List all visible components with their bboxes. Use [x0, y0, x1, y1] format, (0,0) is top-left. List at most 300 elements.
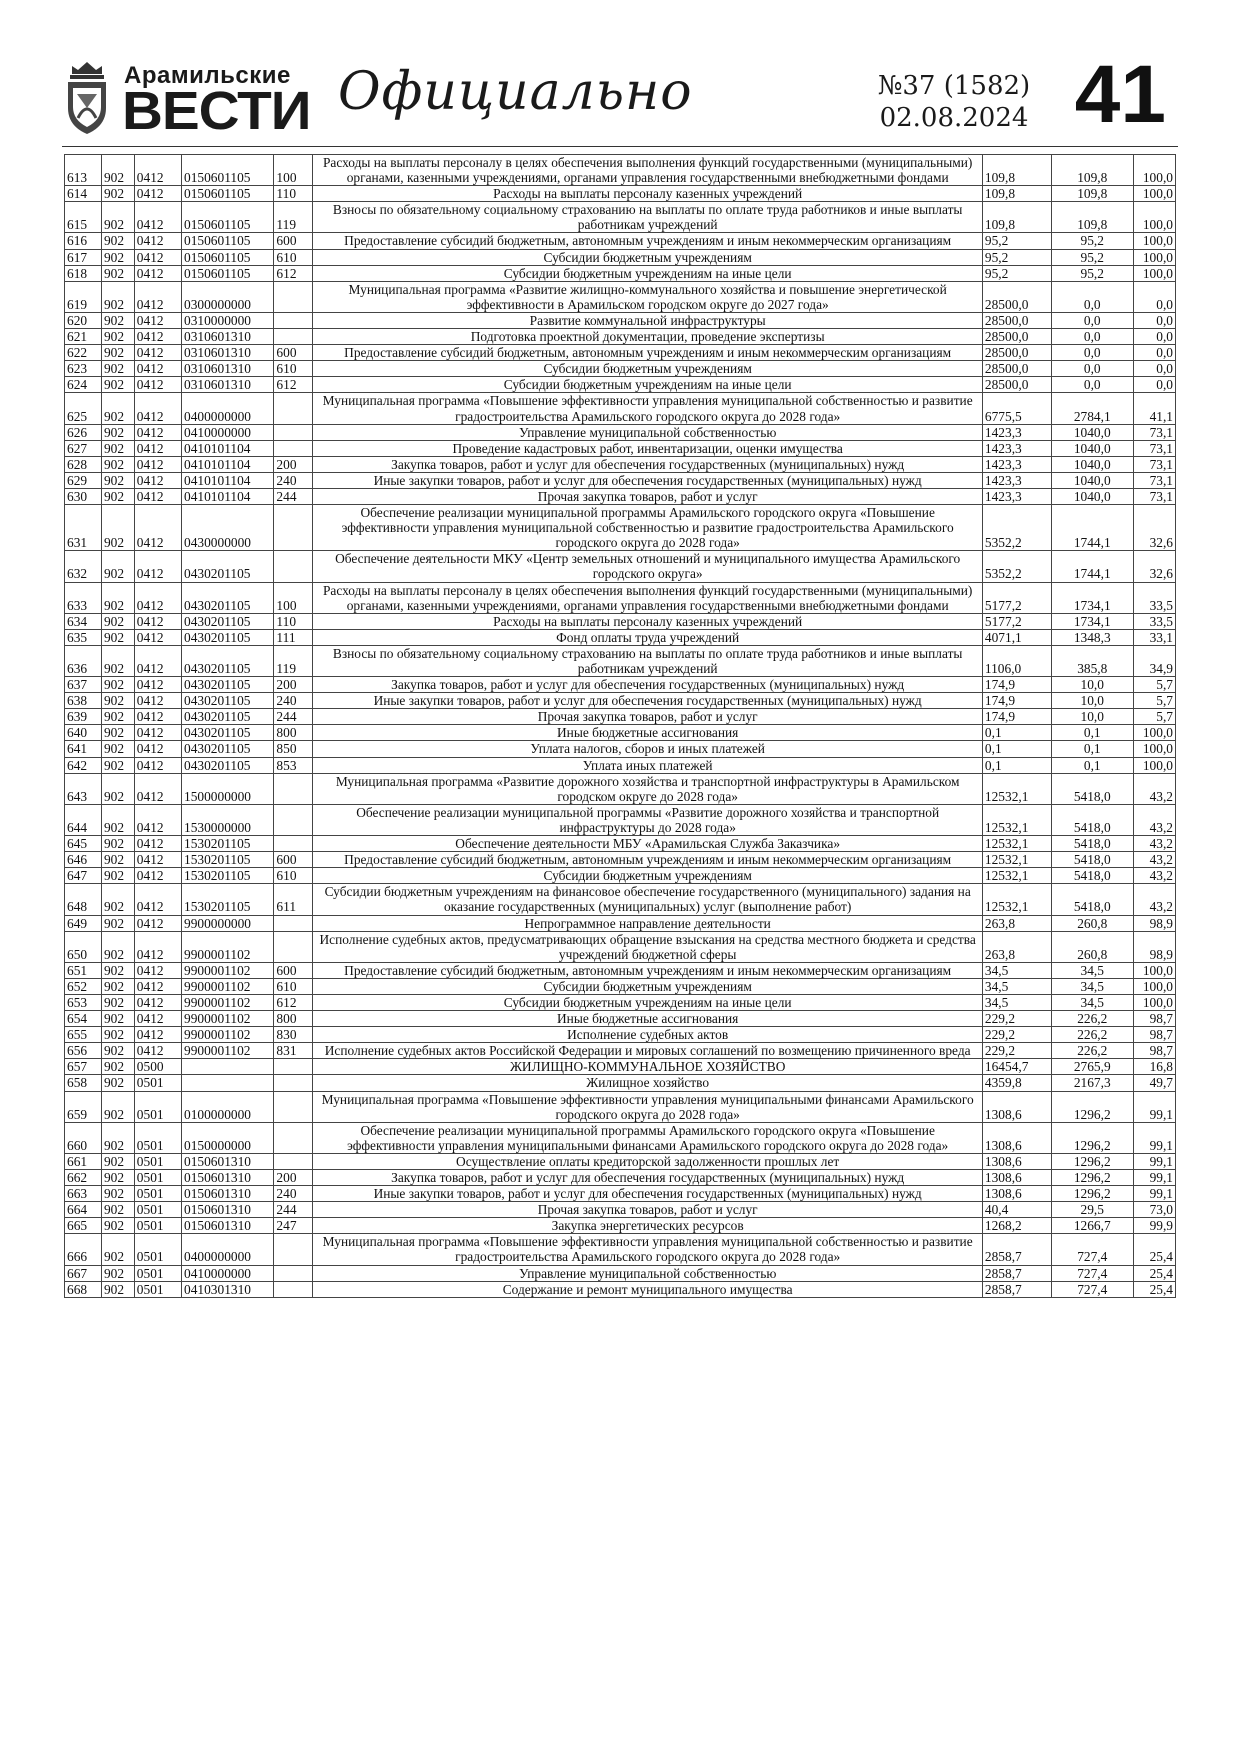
admin-code: 902: [101, 582, 134, 613]
section-code: 0412: [134, 551, 181, 582]
percent-executed: 100,0: [1133, 202, 1175, 233]
row-number: 646: [65, 852, 102, 868]
actual-amount: 10,0: [1051, 677, 1133, 693]
percent-executed: 5,7: [1133, 693, 1175, 709]
planned-amount: 5177,2: [982, 613, 1051, 629]
article-code: 0410101104: [182, 472, 274, 488]
item-name: Исполнение судебных актов Российской Федерации и мировых соглашений по возмещению причиненного вреда: [313, 1043, 982, 1059]
expense-type-code: 110: [274, 186, 313, 202]
row-number: 661: [65, 1153, 102, 1169]
planned-amount: 5177,2: [982, 582, 1051, 613]
table-row: [65, 884, 1176, 915]
expense-type-code: [274, 1075, 313, 1091]
percent-executed: 73,1: [1133, 472, 1175, 488]
item-name: Обеспечение реализации муниципальной программы Арамильского городского округа «Повышение эффективности управления муниципальными финансами Арамильского городского округа до 2028 года»: [313, 1122, 982, 1153]
section-code: 0412: [134, 377, 181, 393]
table-row: [65, 1027, 1176, 1043]
percent-executed: 73,1: [1133, 440, 1175, 456]
section-code: 0501: [134, 1234, 181, 1265]
percent-executed: 5,7: [1133, 709, 1175, 725]
expense-type-code: [274, 551, 313, 582]
expense-type-code: 244: [274, 709, 313, 725]
planned-amount: 4071,1: [982, 629, 1051, 645]
article-code: 0410000000: [182, 1265, 274, 1281]
row-number: 655: [65, 1027, 102, 1043]
header-divider: [62, 146, 1178, 147]
percent-executed: 32,6: [1133, 551, 1175, 582]
item-name: Развитие коммунальной инфраструктуры: [313, 312, 982, 328]
percent-executed: 34,9: [1133, 645, 1175, 676]
row-number: 620: [65, 312, 102, 328]
row-number: 631: [65, 505, 102, 551]
admin-code: 902: [101, 1234, 134, 1265]
section-code: 0412: [134, 645, 181, 676]
row-number: 662: [65, 1170, 102, 1186]
percent-executed: 98,7: [1133, 1011, 1175, 1027]
planned-amount: 5352,2: [982, 505, 1051, 551]
planned-amount: 34,5: [982, 994, 1051, 1010]
row-number: 617: [65, 249, 102, 265]
planned-amount: 28500,0: [982, 377, 1051, 393]
actual-amount: 1040,0: [1051, 424, 1133, 440]
admin-code: 902: [101, 312, 134, 328]
table-row: [65, 155, 1176, 186]
admin-code: 902: [101, 1122, 134, 1153]
planned-amount: 34,5: [982, 978, 1051, 994]
row-number: 649: [65, 915, 102, 931]
item-name: Обеспечение деятельности МКУ «Центр земельных отношений и муниципального имущества Арамильского городского округа»: [313, 551, 982, 582]
percent-executed: 43,2: [1133, 836, 1175, 852]
expense-type-code: 200: [274, 1170, 313, 1186]
item-name: Закупка товаров, работ и услуг для обеспечения государственных (муниципальных) нужд: [313, 677, 982, 693]
expense-type-code: [274, 424, 313, 440]
item-name: Непрограммное направление деятельности: [313, 915, 982, 931]
row-number: 638: [65, 693, 102, 709]
item-name: Уплата налогов, сборов и иных платежей: [313, 741, 982, 757]
admin-code: 902: [101, 931, 134, 962]
article-code: 0400000000: [182, 393, 274, 424]
percent-executed: 41,1: [1133, 393, 1175, 424]
item-name: Субсидии бюджетным учреждениям: [313, 978, 982, 994]
masthead: [62, 49, 1178, 142]
section-code: 0412: [134, 456, 181, 472]
table-row: [65, 645, 1176, 676]
table-row: [65, 1234, 1176, 1265]
expense-type-code: [274, 1122, 313, 1153]
planned-amount: 1423,3: [982, 456, 1051, 472]
actual-amount: 1734,1: [1051, 582, 1133, 613]
expense-type-code: [274, 1265, 313, 1281]
admin-code: 902: [101, 456, 134, 472]
item-name: Субсидии бюджетным учреждениям на иные цели: [313, 377, 982, 393]
table-row: [65, 693, 1176, 709]
admin-code: 902: [101, 629, 134, 645]
percent-executed: 49,7: [1133, 1075, 1175, 1091]
row-number: 644: [65, 804, 102, 835]
article-code: [182, 1059, 274, 1075]
percent-executed: 100,0: [1133, 741, 1175, 757]
percent-executed: 43,2: [1133, 868, 1175, 884]
article-code: 0430201105: [182, 645, 274, 676]
planned-amount: 28500,0: [982, 329, 1051, 345]
expense-type-code: [274, 931, 313, 962]
section-code: 0501: [134, 1075, 181, 1091]
newspaper-logo: [62, 60, 311, 141]
percent-executed: 99,1: [1133, 1170, 1175, 1186]
expense-type-code: [274, 312, 313, 328]
admin-code: 902: [101, 1186, 134, 1202]
item-name: Муниципальная программа «Повышение эффективности управления муниципальными финансами Арамильского городского округа до 2028 года»: [313, 1091, 982, 1122]
row-number: 624: [65, 377, 102, 393]
article-code: 1530201105: [182, 868, 274, 884]
expense-type-code: [274, 329, 313, 345]
item-name: Субсидии бюджетным учреждениям на иные цели: [313, 265, 982, 281]
section-code: 0500: [134, 1059, 181, 1075]
planned-amount: 6775,5: [982, 393, 1051, 424]
article-code: 0430201105: [182, 725, 274, 741]
section-code: 0412: [134, 424, 181, 440]
row-number: 635: [65, 629, 102, 645]
item-name: Фонд оплаты труда учреждений: [313, 629, 982, 645]
section-code: 0501: [134, 1122, 181, 1153]
admin-code: 902: [101, 693, 134, 709]
logo-bottom-text: ВЕСТИ: [122, 81, 311, 141]
row-number: 648: [65, 884, 102, 915]
planned-amount: 28500,0: [982, 312, 1051, 328]
actual-amount: 0,0: [1051, 312, 1133, 328]
article-code: 0410000000: [182, 424, 274, 440]
item-name: Исполнение судебных актов, предусматривающих обращение взыскания на средства местного бюджета и средства учреждений бюджетной сферы: [313, 931, 982, 962]
table-row: [65, 1202, 1176, 1218]
article-code: 1530201105: [182, 884, 274, 915]
actual-amount: 1040,0: [1051, 456, 1133, 472]
section-code: 0412: [134, 233, 181, 249]
actual-amount: 2784,1: [1051, 393, 1133, 424]
table-row: [65, 773, 1176, 804]
item-name: Обеспечение деятельности МБУ «Арамильская Служба Заказчика»: [313, 836, 982, 852]
expense-type-code: 600: [274, 233, 313, 249]
expense-type-code: 612: [274, 377, 313, 393]
expense-type-code: 600: [274, 962, 313, 978]
table-row: [65, 677, 1176, 693]
table-row: [65, 1122, 1176, 1153]
percent-executed: 99,1: [1133, 1091, 1175, 1122]
row-number: 664: [65, 1202, 102, 1218]
actual-amount: 226,2: [1051, 1043, 1133, 1059]
admin-code: 902: [101, 505, 134, 551]
table-row: [65, 1170, 1176, 1186]
planned-amount: 0,1: [982, 725, 1051, 741]
section-code: 0412: [134, 978, 181, 994]
item-name: Подготовка проектной документации, проведение экспертизы: [313, 329, 982, 345]
expense-type-code: 119: [274, 202, 313, 233]
expense-type-code: 244: [274, 488, 313, 504]
planned-amount: 34,5: [982, 962, 1051, 978]
actual-amount: 109,8: [1051, 202, 1133, 233]
percent-executed: 100,0: [1133, 757, 1175, 773]
table-row: [65, 393, 1176, 424]
coat-of-arms-icon: [62, 60, 112, 136]
percent-executed: 33,1: [1133, 629, 1175, 645]
article-code: 0150601105: [182, 155, 274, 186]
percent-executed: 33,5: [1133, 613, 1175, 629]
item-name: Исполнение судебных актов: [313, 1027, 982, 1043]
actual-amount: 0,0: [1051, 377, 1133, 393]
table-row: [65, 804, 1176, 835]
admin-code: 902: [101, 962, 134, 978]
section-code: 0412: [134, 994, 181, 1010]
expense-type-code: 830: [274, 1027, 313, 1043]
percent-executed: 43,2: [1133, 884, 1175, 915]
admin-code: 902: [101, 1091, 134, 1122]
item-name: Муниципальная программа «Развитие дорожного хозяйства и транспортной инфраструктуры в Арамильском городском округе до 2028 года»: [313, 773, 982, 804]
admin-code: 902: [101, 424, 134, 440]
row-number: 641: [65, 741, 102, 757]
planned-amount: 109,8: [982, 155, 1051, 186]
actual-amount: 1040,0: [1051, 472, 1133, 488]
row-number: 628: [65, 456, 102, 472]
row-number: 659: [65, 1091, 102, 1122]
admin-code: 902: [101, 994, 134, 1010]
planned-amount: 16454,7: [982, 1059, 1051, 1075]
actual-amount: 0,1: [1051, 757, 1133, 773]
planned-amount: 1308,6: [982, 1186, 1051, 1202]
item-name: Расходы на выплаты персоналу в целях обеспечения выполнения функций государственными (муниципальными) органами, казенными учреждениями, органами управления государственными внебюджетными фондами: [313, 155, 982, 186]
actual-amount: 1744,1: [1051, 505, 1133, 551]
planned-amount: 1308,6: [982, 1122, 1051, 1153]
percent-executed: 0,0: [1133, 345, 1175, 361]
item-name: Иные бюджетные ассигнования: [313, 725, 982, 741]
percent-executed: 100,0: [1133, 962, 1175, 978]
article-code: 0410301310: [182, 1281, 274, 1297]
article-code: 9900001102: [182, 1011, 274, 1027]
actual-amount: 260,8: [1051, 931, 1133, 962]
row-number: 656: [65, 1043, 102, 1059]
item-name: Предоставление субсидий бюджетным, автономным учреждениям и иным некоммерческим организациям: [313, 345, 982, 361]
planned-amount: 1308,6: [982, 1091, 1051, 1122]
item-name: Расходы на выплаты персоналу в целях обеспечения выполнения функций государственными (муниципальными) органами, казенными учреждениями, органами управления государственными внебюджетными фондами: [313, 582, 982, 613]
section-code: 0412: [134, 202, 181, 233]
planned-amount: 12532,1: [982, 884, 1051, 915]
actual-amount: 5418,0: [1051, 804, 1133, 835]
actual-amount: 1734,1: [1051, 613, 1133, 629]
admin-code: 902: [101, 836, 134, 852]
row-number: 626: [65, 424, 102, 440]
row-number: 614: [65, 186, 102, 202]
table-row: [65, 329, 1176, 345]
article-code: 9900001102: [182, 1027, 274, 1043]
actual-amount: 0,0: [1051, 361, 1133, 377]
table-row: [65, 488, 1176, 504]
expense-type-code: 100: [274, 582, 313, 613]
item-name: Взносы по обязательному социальному страхованию на выплаты по оплате труда работников и иные выплаты работникам учреждений: [313, 202, 982, 233]
admin-code: 902: [101, 202, 134, 233]
row-number: 658: [65, 1075, 102, 1091]
planned-amount: 109,8: [982, 186, 1051, 202]
article-code: 0100000000: [182, 1091, 274, 1122]
admin-code: 902: [101, 978, 134, 994]
section-code: 0412: [134, 582, 181, 613]
section-code: 0412: [134, 488, 181, 504]
percent-executed: 43,2: [1133, 804, 1175, 835]
admin-code: 902: [101, 884, 134, 915]
article-code: 1530000000: [182, 804, 274, 835]
admin-code: 902: [101, 741, 134, 757]
row-number: 621: [65, 329, 102, 345]
row-number: 642: [65, 757, 102, 773]
section-code: 0412: [134, 393, 181, 424]
article-code: 0310601310: [182, 329, 274, 345]
item-name: Субсидии бюджетным учреждениям на иные цели: [313, 994, 982, 1010]
row-number: 639: [65, 709, 102, 725]
expense-type-code: [274, 1091, 313, 1122]
item-name: Иные бюджетные ассигнования: [313, 1011, 982, 1027]
expense-type-code: [274, 281, 313, 312]
expense-type-code: 100: [274, 155, 313, 186]
table-row: [65, 505, 1176, 551]
row-number: 647: [65, 868, 102, 884]
admin-code: 902: [101, 868, 134, 884]
section-code: 0412: [134, 1043, 181, 1059]
section-code: 0412: [134, 249, 181, 265]
actual-amount: 226,2: [1051, 1011, 1133, 1027]
planned-amount: 174,9: [982, 693, 1051, 709]
planned-amount: 1423,3: [982, 472, 1051, 488]
admin-code: 902: [101, 361, 134, 377]
table-row: [65, 472, 1176, 488]
admin-code: 902: [101, 852, 134, 868]
section-code: 0412: [134, 1027, 181, 1043]
admin-code: 902: [101, 249, 134, 265]
section-code: 0412: [134, 345, 181, 361]
section-code: 0412: [134, 1011, 181, 1027]
planned-amount: 0,1: [982, 757, 1051, 773]
section-code: 0412: [134, 884, 181, 915]
planned-amount: 28500,0: [982, 361, 1051, 377]
article-code: 1500000000: [182, 773, 274, 804]
admin-code: 902: [101, 265, 134, 281]
admin-code: 902: [101, 1170, 134, 1186]
actual-amount: 95,2: [1051, 249, 1133, 265]
item-name: Прочая закупка товаров, работ и услуг: [313, 488, 982, 504]
expense-type-code: 600: [274, 852, 313, 868]
table-row: [65, 424, 1176, 440]
percent-executed: 25,4: [1133, 1265, 1175, 1281]
actual-amount: 727,4: [1051, 1234, 1133, 1265]
article-code: 0150601310: [182, 1186, 274, 1202]
admin-code: 902: [101, 551, 134, 582]
planned-amount: 12532,1: [982, 836, 1051, 852]
article-code: 9900001102: [182, 931, 274, 962]
article-code: 0150601105: [182, 202, 274, 233]
table-row: [65, 709, 1176, 725]
section-code: 0412: [134, 677, 181, 693]
article-code: 1530201105: [182, 852, 274, 868]
admin-code: 902: [101, 757, 134, 773]
item-name: Предоставление субсидий бюджетным, автономным учреждениям и иным некоммерческим организациям: [313, 233, 982, 249]
item-name: Управление муниципальной собственностью: [313, 1265, 982, 1281]
planned-amount: 109,8: [982, 202, 1051, 233]
row-number: 651: [65, 962, 102, 978]
actual-amount: 5418,0: [1051, 852, 1133, 868]
planned-amount: 1423,3: [982, 424, 1051, 440]
article-code: 0430000000: [182, 505, 274, 551]
actual-amount: 1296,2: [1051, 1122, 1133, 1153]
admin-code: 902: [101, 186, 134, 202]
row-number: 623: [65, 361, 102, 377]
section-code: 0501: [134, 1186, 181, 1202]
expense-type-code: 240: [274, 1186, 313, 1202]
planned-amount: 2858,7: [982, 1265, 1051, 1281]
item-name: Управление муниципальной собственностью: [313, 424, 982, 440]
section-code: 0412: [134, 440, 181, 456]
row-number: 615: [65, 202, 102, 233]
section-code: 0412: [134, 329, 181, 345]
admin-code: 902: [101, 393, 134, 424]
row-number: 630: [65, 488, 102, 504]
percent-executed: 98,7: [1133, 1027, 1175, 1043]
expense-type-code: 610: [274, 361, 313, 377]
admin-code: 902: [101, 472, 134, 488]
admin-code: 902: [101, 488, 134, 504]
admin-code: 902: [101, 677, 134, 693]
planned-amount: 28500,0: [982, 345, 1051, 361]
expense-type-code: [274, 773, 313, 804]
expense-type-code: [274, 1059, 313, 1075]
table-row: [65, 725, 1176, 741]
admin-code: 902: [101, 773, 134, 804]
article-code: 0310601310: [182, 345, 274, 361]
row-number: 660: [65, 1122, 102, 1153]
article-code: 9900001102: [182, 978, 274, 994]
table-row: [65, 1011, 1176, 1027]
admin-code: 902: [101, 1075, 134, 1091]
issue-date: 02.08.2024: [879, 103, 1029, 133]
section-code: 0412: [134, 186, 181, 202]
planned-amount: 1308,6: [982, 1153, 1051, 1169]
item-name: Закупка товаров, работ и услуг для обеспечения государственных (муниципальных) нужд: [313, 456, 982, 472]
expense-type-code: 610: [274, 249, 313, 265]
section-code: 0412: [134, 629, 181, 645]
table-row: [65, 613, 1176, 629]
row-number: 625: [65, 393, 102, 424]
article-code: 0150601105: [182, 265, 274, 281]
row-number: 636: [65, 645, 102, 676]
actual-amount: 5418,0: [1051, 884, 1133, 915]
table-row: [65, 994, 1176, 1010]
item-name: Муниципальная программа «Повышение эффективности управления муниципальной собственностью и развитие градостроительства Арамильского городского округа до 2028 года»: [313, 1234, 982, 1265]
item-name: Предоставление субсидий бюджетным, автономным учреждениям и иным некоммерческим организациям: [313, 962, 982, 978]
table-row: [65, 1059, 1176, 1075]
expense-type-code: [274, 505, 313, 551]
row-number: 616: [65, 233, 102, 249]
article-code: 0150601105: [182, 186, 274, 202]
table-row: [65, 1265, 1176, 1281]
section-code: 0412: [134, 741, 181, 757]
planned-amount: 263,8: [982, 915, 1051, 931]
budget-table: [64, 154, 1176, 1298]
item-name: Осуществление оплаты кредиторской задолженности прошлых лет: [313, 1153, 982, 1169]
expense-type-code: 610: [274, 868, 313, 884]
article-code: 0150601310: [182, 1218, 274, 1234]
admin-code: 902: [101, 281, 134, 312]
percent-executed: 73,1: [1133, 488, 1175, 504]
article-code: 0310601310: [182, 361, 274, 377]
expense-type-code: 610: [274, 978, 313, 994]
row-number: 637: [65, 677, 102, 693]
item-name: Жилищное хозяйство: [313, 1075, 982, 1091]
planned-amount: 1423,3: [982, 488, 1051, 504]
